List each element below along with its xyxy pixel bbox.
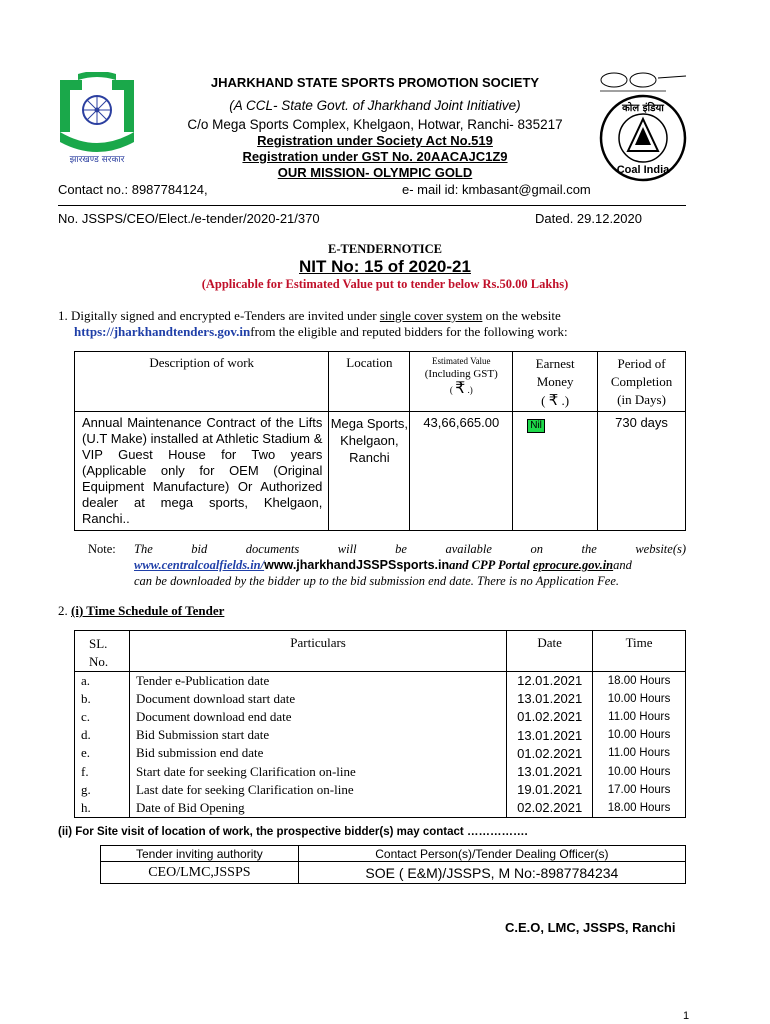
coal-india-logo [598, 93, 688, 183]
work-estimated-value: 43,66,665.00 [410, 412, 513, 531]
header-period: Period of Completion (in Days) [598, 352, 686, 412]
note-line-1: The bid documents will be available on the website(s) [134, 542, 687, 556]
society-title: JHARKHAND STATE SPORTS PROMOTION SOCIETY [210, 75, 540, 90]
row-sl: e. [75, 744, 130, 762]
work-table-row [75, 412, 686, 531]
work-location: Mega Sports, Khelgaon, Ranchi [329, 412, 410, 531]
work-period: 730 days [598, 412, 686, 531]
row-date: 01.02.2021 [507, 708, 593, 726]
table-row [75, 726, 686, 744]
row-sl: g. [75, 781, 130, 799]
header-contact-person: Contact Person(s)/Tender Dealing Officer(s) [298, 846, 685, 862]
row-time: 18.00 Hours [593, 672, 686, 690]
row-particular: Last date for seeking Clarification on-line [129, 781, 506, 799]
mission-statement: OUR MISSION- OLYMPIC GOLD [277, 165, 473, 180]
row-sl: c. [75, 708, 130, 726]
work-table-header [75, 352, 686, 412]
applicable-note: (Applicable for Estimated Value put to tender below Rs.50.00 Lakhs) [201, 277, 569, 291]
row-time: 17.00 Hours [593, 781, 686, 799]
header-divider [58, 205, 686, 206]
svg-text:झारखण्ड सरकार: झारखण्ड सरकार [69, 155, 125, 165]
row-sl: f. [75, 762, 130, 780]
contact-table-header [101, 846, 686, 862]
schedule-table [74, 630, 686, 818]
row-time: 11.00 Hours [593, 744, 686, 762]
table-row [75, 708, 686, 726]
row-date: 13.01.2021 [507, 762, 593, 780]
row-date: 12.01.2021 [507, 672, 593, 690]
society-subtitle: (A CCL- State Govt. of Jharkhand Joint Initiative) [229, 98, 521, 113]
row-particular: Date of Bid Opening [129, 799, 506, 817]
row-date: 02.02.2021 [507, 799, 593, 817]
note-line-2: www.centralcoalfields.in/www.jharkhandJSSPSsports.inand CPP Portal eprocure.gov.inand [134, 558, 632, 572]
tender-website-link[interactable]: https://jharkhandtenders.gov.in [74, 324, 251, 339]
jharkhand-govt-logo [52, 72, 142, 167]
cpp-portal-link[interactable]: eprocure.gov.in [533, 558, 614, 572]
work-description: Annual Maintenance Contract of the Lifts (U.T Make) installed at Athletic Stadium & VIP Guest House for Two years (Applicable only for OEM (Original Equipment Manufacture) Or Authorized dealer at mega sports, Khelgaon, Ranchi.. [75, 412, 329, 531]
row-sl: d. [75, 726, 130, 744]
section-site-visit-heading: (ii) For Site visit of location of work, the prospective bidder(s) may contact ……………. [58, 826, 528, 838]
nit-number: NIT No: 15 of 2020-21 [299, 257, 471, 276]
header-authority: Tender inviting authority [101, 846, 299, 862]
header-time: Time [593, 631, 686, 672]
signature-block: C.E.O, LMC, JSSPS, Ranchi [505, 920, 676, 935]
row-date: 13.01.2021 [507, 726, 593, 744]
row-particular: Bid submission end date [129, 744, 506, 762]
svg-text:Coal India: Coal India [616, 164, 670, 176]
email-address: e- mail id: kmbasant@gmail.com [402, 182, 591, 197]
table-row [75, 672, 686, 690]
row-date: 13.01.2021 [507, 690, 593, 708]
ccl-website-link[interactable]: www.centralcoalfields.in/ [134, 558, 265, 572]
work-earnest-money: Nil [513, 412, 598, 531]
paragraph-1-line-1: 1. Digitally signed and encrypted e-Tenders are invited under single cover system on the website [58, 308, 561, 323]
note-label: Note: [88, 542, 116, 556]
note-line-3: can be downloaded by the bidder up to the bid submission end date. There is no Application Fee. [134, 574, 620, 588]
row-time: 18.00 Hours [593, 799, 686, 817]
table-row [75, 781, 686, 799]
header-location: Location [329, 352, 410, 412]
notice-heading: E-TENDERNOTICE [328, 242, 442, 256]
header-description: Description of work [75, 352, 329, 412]
contact-table [100, 845, 686, 884]
row-particular: Document download start date [129, 690, 506, 708]
table-row [75, 762, 686, 780]
tender-authority: CEO/LMC,JSSPS [101, 862, 299, 884]
row-time: 10.00 Hours [593, 690, 686, 708]
contact-table-row [101, 862, 686, 884]
header-earnest-money: Earnest Money ( ₹ .) [513, 352, 598, 412]
row-time: 10.00 Hours [593, 726, 686, 744]
society-registration: Registration under Society Act No.519 [257, 133, 493, 148]
jssps-website-link[interactable]: www.jharkhandJSSPSsports.in [264, 558, 450, 572]
header-particulars: Particulars [129, 631, 506, 672]
paragraph-1-line-2: https://jharkhandtenders.gov.infrom the eligible and reputed bidders for the following work: [74, 324, 568, 339]
contact-number: Contact no.: 8987784124, [58, 182, 208, 197]
row-date: 01.02.2021 [507, 744, 593, 762]
row-sl: a. [75, 672, 130, 690]
row-sl: b. [75, 690, 130, 708]
schedule-header [75, 631, 686, 672]
svg-text:कोल इंडिया: कोल इंडिया [622, 103, 664, 114]
row-particular: Document download end date [129, 708, 506, 726]
table-row [75, 690, 686, 708]
table-row [75, 744, 686, 762]
header-date: Date [507, 631, 593, 672]
table-row [75, 799, 686, 817]
gst-registration: Registration under GST No. 20AACAJC1Z9 [242, 149, 508, 164]
row-date: 19.01.2021 [507, 781, 593, 799]
contact-person: SOE ( E&M)/JSSPS, M No:-8987784234 [298, 862, 685, 884]
row-particular: Tender e-Publication date [129, 672, 506, 690]
header-sl: SL. No. [75, 631, 130, 672]
work-table [74, 351, 686, 531]
rupee-icon: ₹ [548, 391, 559, 409]
row-time: 11.00 Hours [593, 708, 686, 726]
section-2-heading: 2. (i) Time Schedule of Tender [58, 603, 225, 618]
row-particular: Start date for seeking Clarification on-line [129, 762, 506, 780]
row-particular: Bid Submission start date [129, 726, 506, 744]
reference-number: No. JSSPS/CEO/Elect./e-tender/2020-21/370 [58, 211, 320, 226]
row-sl: h. [75, 799, 130, 817]
rupee-icon: ₹ [455, 378, 466, 397]
page-number: 1 [683, 1010, 690, 1022]
row-time: 10.00 Hours [593, 762, 686, 780]
reference-date: Dated. 29.12.2020 [535, 211, 642, 226]
header-estimated-value: Estimated Value (Including GST) ( ₹ .) [410, 352, 513, 412]
society-address: C/o Mega Sports Complex, Khelgaon, Hotwar, Ranchi- 835217 [187, 117, 563, 132]
